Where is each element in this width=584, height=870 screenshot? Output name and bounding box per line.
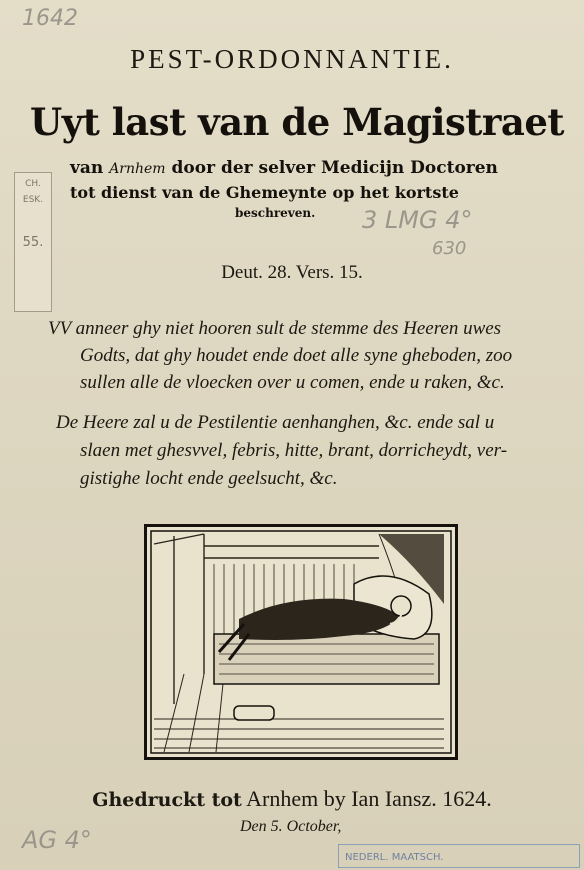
plague-bed-woodcut-illustration: [144, 524, 458, 760]
handwritten-year: 1642: [22, 6, 78, 31]
heading-line-3: tot dienst van de Ghemeynte op het kortste: [70, 183, 459, 202]
label-line-1: CH.: [25, 179, 41, 189]
heading-city: Arnhem: [109, 161, 166, 177]
library-stamp-text: NEDERL. MAATSCH.: [345, 852, 444, 863]
heading-line-2-pre: van: [70, 158, 104, 178]
imprint-line: [0, 786, 584, 812]
heading-line-2-post: door der selver Medicijn Doctoren: [171, 158, 498, 178]
heading-line-4: beschreven.: [235, 206, 316, 220]
handwritten-bottom-note: AG 4°: [22, 826, 92, 854]
verse-line-1: VV anneer ghy niet hooren sult de stemme des Heeren uwes: [48, 318, 502, 339]
library-ownership-stamp: [338, 844, 580, 868]
heading-line-2: [70, 158, 498, 178]
heading-line-1: Uyt last van de Magistraet: [30, 100, 564, 144]
verse-line-4: De Heere zal u de Pestilentie aenhanghen, &c. ende sal u: [56, 412, 495, 433]
handwritten-shelfmark: 3 LMG 4°: [362, 206, 473, 234]
imprint-gothic: Ghedruckt tot: [92, 789, 242, 811]
label-line-2: ESK.: [22, 195, 44, 205]
verse-line-3: sullen alle de vloecken over u comen, ende u raken, &c.: [80, 372, 505, 393]
label-line-3: 55.: [22, 235, 44, 250]
imprint-place-printer-year: Arnhem by Ian Iansz. 1624.: [246, 786, 492, 811]
library-label: [14, 172, 52, 312]
verse-line-5: slaen met ghesvvel, febris, hitte, brant, dorricheydt, ver-: [80, 440, 508, 461]
page-title: PEST-ORDONNANTIE.: [130, 44, 454, 74]
scripture-reference: Deut. 28. Vers. 15.: [221, 262, 363, 283]
verse-line-2: Godts, dat ghy houdet ende doet alle syne gheboden, zoo: [80, 345, 513, 366]
handwritten-number: 630: [432, 238, 467, 259]
imprint-date: Den 5. October,: [240, 818, 342, 835]
verse-line-6: gistighe locht ende geelsucht, &c.: [80, 468, 338, 489]
